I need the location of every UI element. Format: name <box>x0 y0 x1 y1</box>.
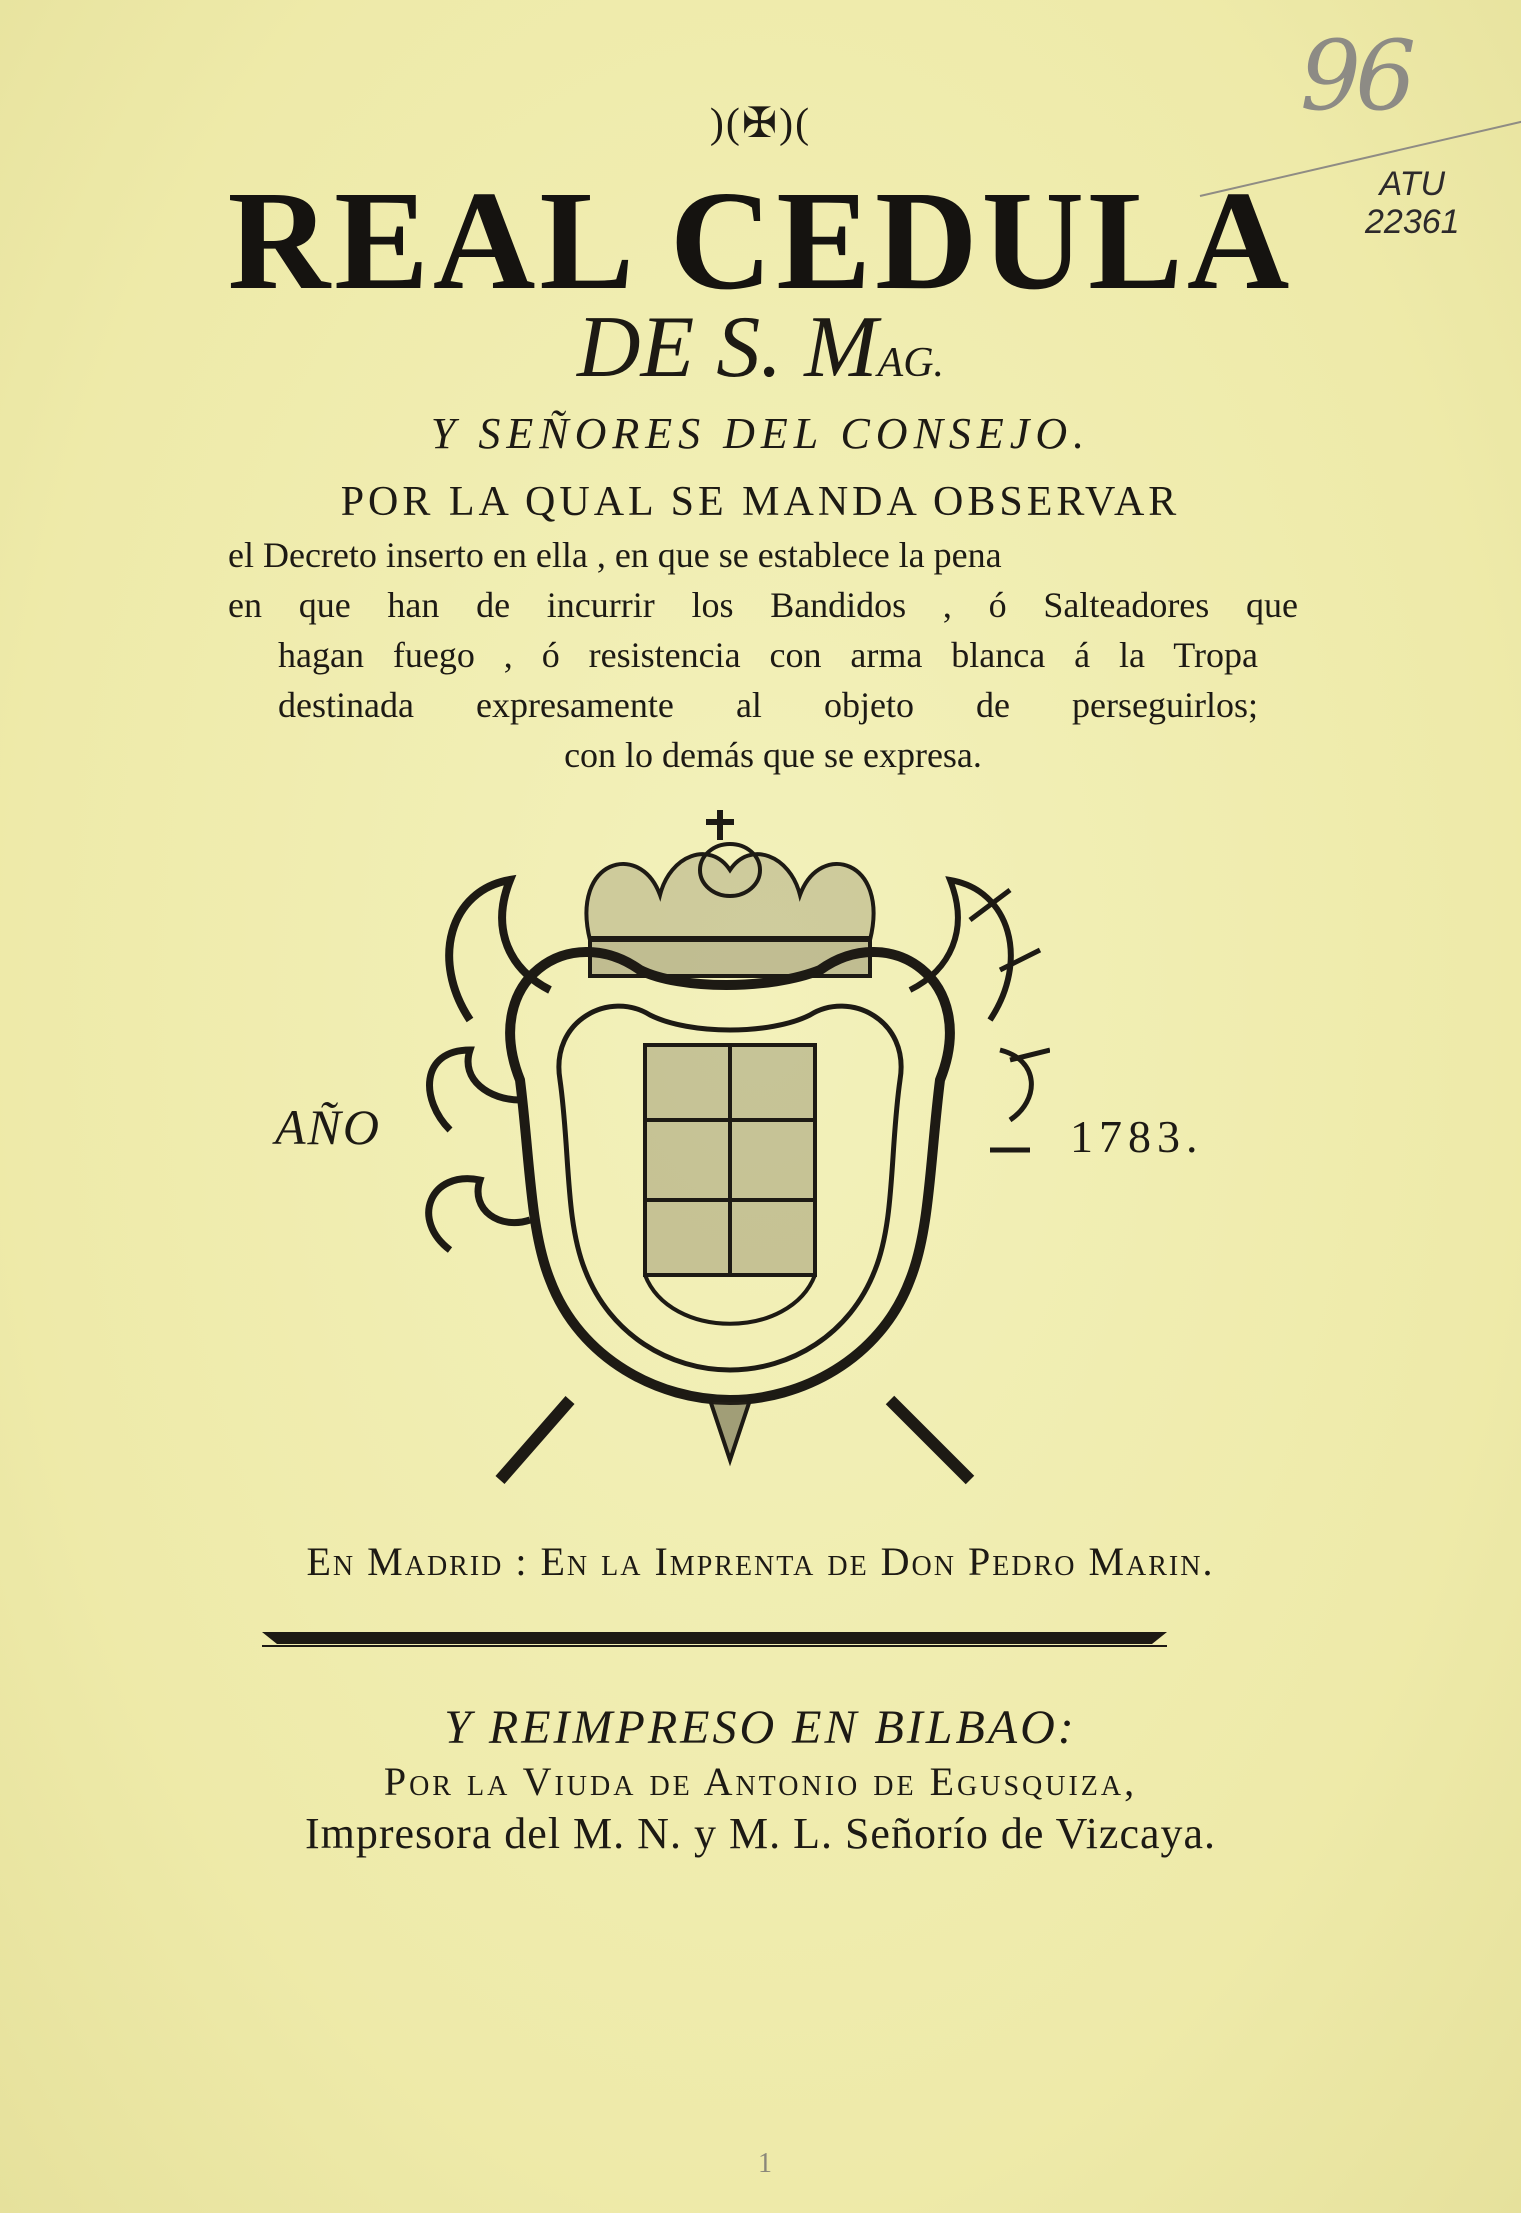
document-subtitle <box>0 298 1521 413</box>
royal-coat-of-arms-icon <box>410 800 1050 1520</box>
subtitle-main: DE S. M <box>576 299 878 396</box>
document-title: REAL CEDULA <box>227 161 1294 319</box>
page-mark: 1 <box>758 2148 772 2179</box>
year-label: AÑO <box>275 1099 381 1155</box>
archive-code-number: 22361 <box>1365 203 1460 241</box>
reprint-line: Y REIMPRESO EN BILBAO: <box>444 1701 1077 1754</box>
summary-line-5: con lo demás que se expresa. <box>564 735 982 775</box>
archive-number: 96 <box>1300 20 1411 132</box>
printer-line: Por la Viuda de Antonio de Egusquiza, <box>383 1759 1138 1804</box>
summary-line-2: en que han de incurrir los Bandidos , ó Salteadores que <box>228 585 1298 625</box>
archive-code-prefix: ATU <box>1379 165 1446 203</box>
header-ornament: )(✠)( <box>709 101 812 147</box>
council-line: Y SEÑORES DEL CONSEJO. <box>430 409 1091 458</box>
decree-summary <box>228 530 1298 780</box>
divider-rule <box>262 1628 1167 1648</box>
summary-line-4: destinada expresamente al objeto de perseguirlos; <box>278 685 1258 725</box>
summary-line-1: el Decreto inserto en ella , en que se establece la pena <box>228 535 1002 575</box>
summary-line-3: hagan fuego , ó resistencia con arma blanca á la Tropa <box>278 635 1258 675</box>
printer-role-line: Impresora del M. N. y M. L. Señorío de Vizcaya. <box>304 1809 1217 1858</box>
year-value: 1783. <box>1070 1111 1204 1162</box>
madrid-imprint: En Madrid : En la Imprenta de Don Pedro Marin. <box>306 1539 1215 1584</box>
lead-line: POR LA QUAL SE MANDA OBSERVAR <box>340 479 1181 525</box>
subtitle-suffix: AG. <box>877 340 945 386</box>
